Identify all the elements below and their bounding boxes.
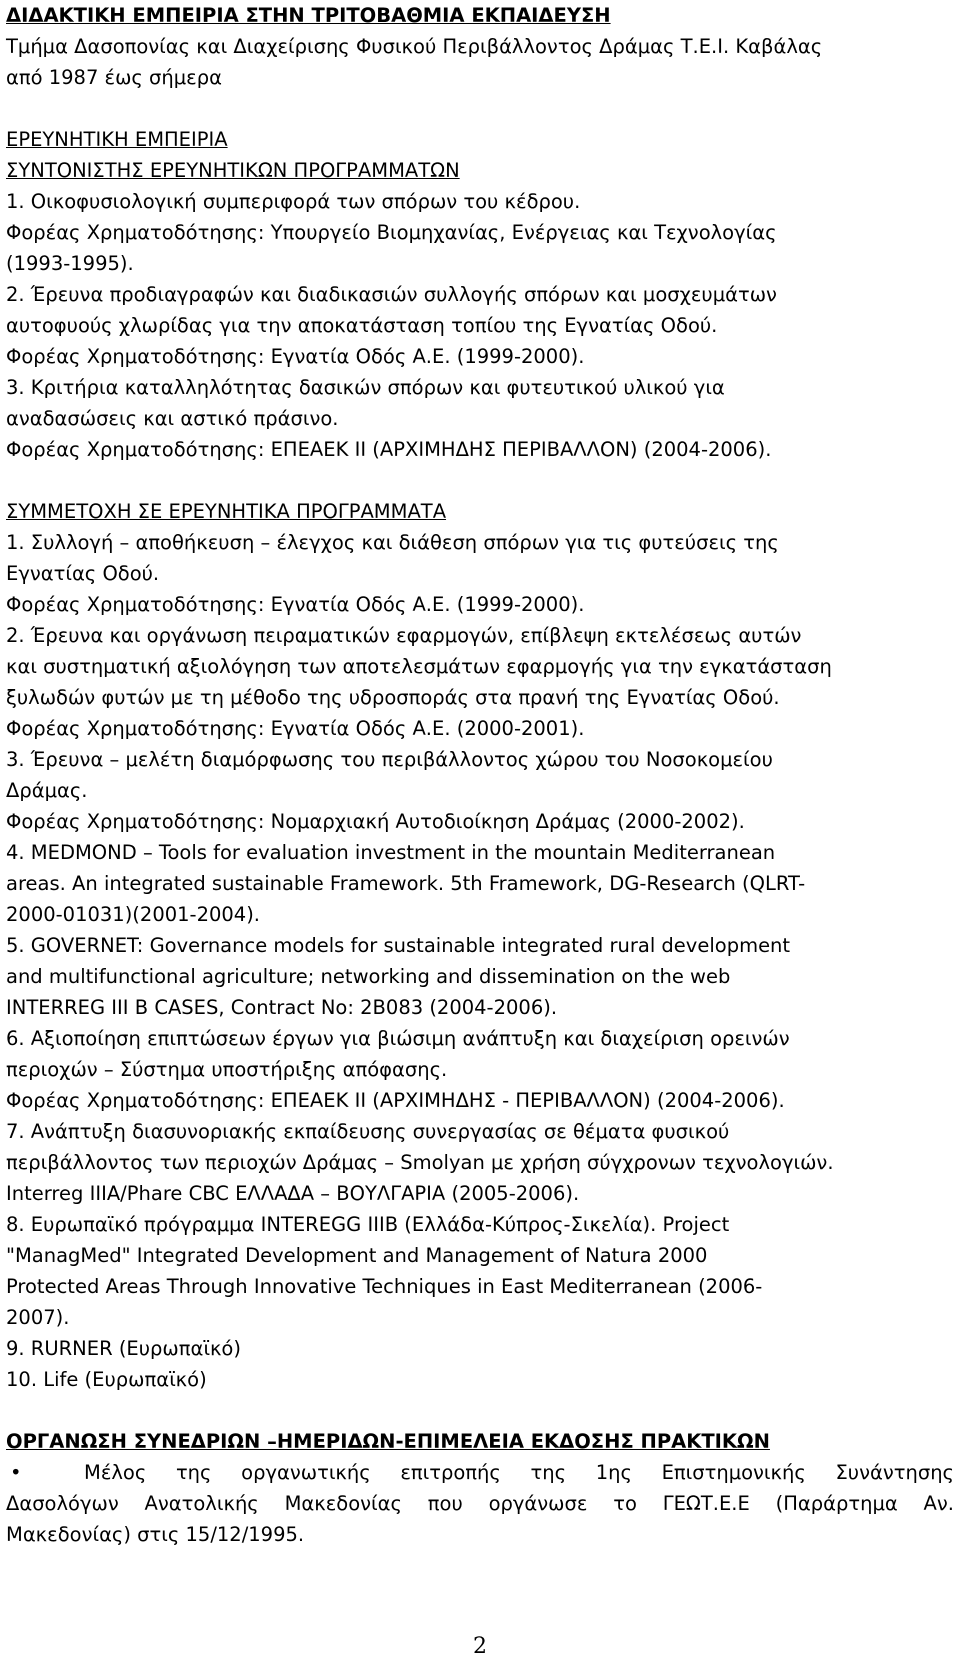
participation-line: ξυλωδών φυτών με τη μέθοδο της υδροσποράς στα πρανή της Εγνατίας Οδού. <box>6 686 780 709</box>
participation-line: Δράμας. <box>6 779 88 802</box>
coordinator-line: 1. Οικοφυσιολογική συμπεριφορά των σπόρων του κέδρου. <box>6 190 581 213</box>
participation-line: 9. RURNER (Ευρωπαϊκό) <box>6 1337 241 1360</box>
participation-line: INTERREG III B CASES, Contract No: 2B083 (2004-2006). <box>6 996 558 1019</box>
coordinator-line: Φορέας Χρηματοδότησης: ΕΠΕΑΕΚ ΙΙ (ΑΡΧΙΜΗΔΗΣ ΠΕΡΙΒΑΛΛΟΝ) (2004-2006). <box>6 438 772 461</box>
bullet-text-line: Μακεδονίας) στις 15/12/1995. <box>6 1523 305 1546</box>
list-item <box>6 1457 954 1488</box>
document-page <box>6 0 954 1550</box>
participation-line: 2000-01031)(2001-2004). <box>6 903 261 926</box>
participation-line: Interreg IIIA/Phare CBC ΕΛΛΑΔΑ – ΒΟΥΛΓΑΡΙΑ (2005-2006). <box>6 1182 580 1205</box>
coordinator-line: 2. Έρευνα προδιαγραφών και διαδικασιών συλλογής σπόρων και μοσχευμάτων <box>6 283 777 306</box>
participation-line: 2. Έρευνα και οργάνωση πειραματικών εφαρμογών, επίβλεψη εκτελέσεως αυτών <box>6 624 802 647</box>
coordinator-line: 3. Κριτήρια καταλληλότητας δασικών σπόρων και φυτευτικού υλικού για <box>6 376 725 399</box>
coordinator-heading: ΣΥΝΤΟΝΙΣΤΗΣ ΕΡΕΥΝΗΤΙΚΩΝ ΠΡΟΓΡΑΜΜΑΤΩΝ <box>6 159 460 182</box>
bullet-icon: • <box>10 1461 22 1484</box>
coordinator-line: αυτοφυούς χλωρίδας για την αποκατάσταση τοπίου της Εγνατίας Οδού. <box>6 314 718 337</box>
participation-line: "ManagMed" Integrated Development and Management of Natura 2000 <box>6 1244 708 1267</box>
participation-line: και συστηματική αξιολόγηση των αποτελεσμάτων εφαρμογής για την εγκατάσταση <box>6 655 832 678</box>
spacer <box>6 93 954 124</box>
page-number: 2 <box>473 1634 487 1659</box>
research-experience-heading: ΕΡΕΥΝΗΤΙΚΗ ΕΜΠΕΙΡΙΑ <box>6 128 228 151</box>
department-line: Τμήμα Δασοπονίας και Διαχείρισης Φυσικού Περιβάλλοντος Δράμας Τ.Ε.Ι. Καβάλας <box>6 35 823 58</box>
participation-line: 10. Life (Ευρωπαϊκό) <box>6 1368 207 1391</box>
participation-line: 4. MEDMOND – Tools for evaluation investment in the mountain Mediterranean <box>6 841 776 864</box>
participation-line: areas. An integrated sustainable Framework. 5th Framework, DG-Research (QLRT- <box>6 872 806 895</box>
participation-line: Εγνατίας Οδού. <box>6 562 160 585</box>
participation-line: 6. Αξιοποίηση επιπτώσεων έργων για βιώσιμη ανάπτυξη και διαχείριση ορεινών <box>6 1027 790 1050</box>
participation-line: Φορέας Χρηματοδότησης: ΕΠΕΑΕΚ ΙΙ (ΑΡΧΙΜΗΔΗΣ - ΠΕΡΙΒΑΛΛΟΝ) (2004-2006). <box>6 1089 785 1112</box>
participation-line: 1. Συλλογή – αποθήκευση – έλεγχος και διάθεση σπόρων για τις φυτεύσεις της <box>6 531 779 554</box>
bullet-text-line: Μέλος της οργανωτικής επιτροπής της 1ης Επιστημονικής Συνάντησης <box>84 1461 954 1484</box>
participation-line: Φορέας Χρηματοδότησης: Νομαρχιακή Αυτοδιοίκηση Δράμας (2000-2002). <box>6 810 745 833</box>
participation-line: Φορέας Χρηματοδότησης: Εγνατία Οδός Α.Ε. (1999-2000). <box>6 593 585 616</box>
spacer <box>6 465 954 496</box>
participation-line: 3. Έρευνα – μελέτη διαμόρφωσης του περιβάλλοντος χώρου του Νοσοκομείου <box>6 748 773 771</box>
participation-line: Φορέας Χρηματοδότησης: Εγνατία Οδός Α.Ε. (2000-2001). <box>6 717 585 740</box>
bullet-text-line: Δασολόγων Ανατολικής Μακεδονίας που οργάνωσε το ΓΕΩΤ.Ε.Ε (Παράρτημα Αν. <box>6 1492 954 1515</box>
participation-line: 7. Ανάπτυξη διασυνοριακής εκπαίδευσης συνεργασίας σε θέματα φυσικού <box>6 1120 730 1143</box>
conferences-heading: ΟΡΓΑΝΩΣΗ ΣΥΝΕΔΡΙΩΝ –ΗΜΕΡΙΔΩΝ-ΕΠΙΜΕΛΕΙΑ ΕΚΔΟΣΗΣ ΠΡΑΚΤΙΚΩΝ <box>6 1430 770 1453</box>
participation-line: περιοχών – Σύστημα υποστήριξης απόφασης. <box>6 1058 448 1081</box>
coordinator-line: Φορέας Χρηματοδότησης: Υπουργείο Βιομηχανίας, Ενέργειας και Τεχνολογίας <box>6 221 777 244</box>
participation-heading: ΣΥΜΜΕΤΟΧΗ ΣΕ ΕΡΕΥΝΗΤΙΚΑ ΠΡΟΓΡΑΜΜΑΤΑ <box>6 500 447 523</box>
participation-line: 8. Ευρωπαϊκό πρόγραμμα INTEREGG IIIB (Ελλάδα-Κύπρος-Σικελία). Project <box>6 1213 730 1236</box>
participation-line: 2007). <box>6 1306 70 1329</box>
participation-line: περιβάλλοντος των περιοχών Δράμας – Smolyan με χρήση σύγχρονων τεχνολογιών. <box>6 1151 834 1174</box>
spacer <box>6 1395 954 1426</box>
participation-line: 5. GOVERNET: Governance models for sustainable integrated rural development <box>6 934 791 957</box>
period-line: από 1987 έως σήμερα <box>6 66 222 89</box>
coordinator-line: αναδασώσεις και αστικό πράσινο. <box>6 407 339 430</box>
coordinator-line: (1993-1995). <box>6 252 134 275</box>
participation-line: Protected Areas Through Innovative Techniques in East Mediterranean (2006- <box>6 1275 763 1298</box>
participation-line: and multifunctional agriculture; networking and dissemination on the web <box>6 965 731 988</box>
coordinator-line: Φορέας Χρηματοδότησης: Εγνατία Οδός Α.Ε. (1999-2000). <box>6 345 585 368</box>
teaching-experience-heading: ΔΙΔΑΚΤΙΚΗ ΕΜΠΕΙΡΙΑ ΣΤΗΝ ΤΡΙΤΟΒΑΘΜΙΑ ΕΚΠΑΙΔΕΥΣΗ <box>6 4 611 27</box>
